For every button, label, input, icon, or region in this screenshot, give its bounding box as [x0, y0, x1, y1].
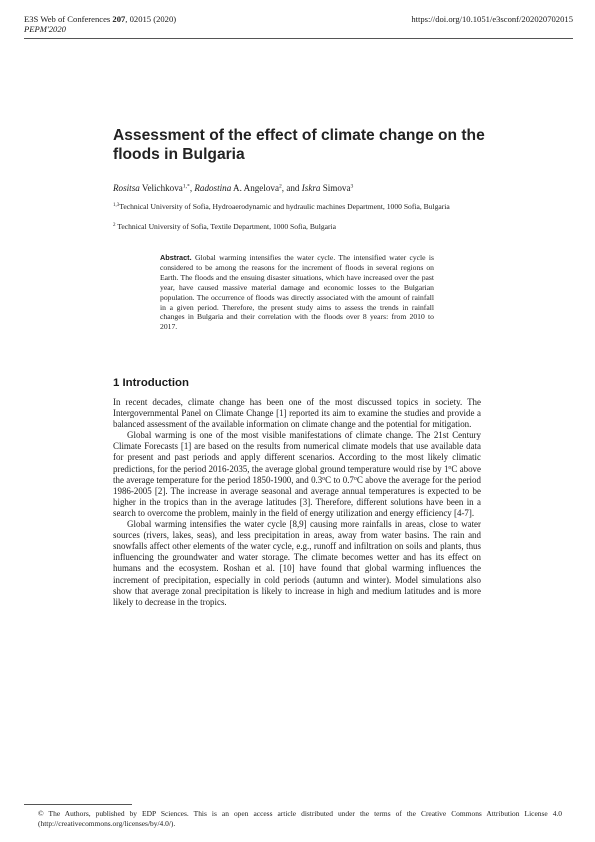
license-footer: © The Authors, published by EDP Sciences. This is an open access article distributed under the terms of the Creative Commons Attribution License 4.0 (http://creativecommons.org/licenses/by/4.0/).	[38, 809, 562, 828]
author-family-name: Simova	[320, 183, 351, 193]
author-separator: ,	[189, 183, 195, 193]
conference-name: PEPM'2020	[24, 24, 66, 34]
affiliation-2	[113, 222, 493, 231]
journal-citation	[24, 14, 176, 24]
author-given-name: Rositsa	[113, 183, 140, 193]
paragraph: Global warming intensifies the water cycle [8,9] causing more rainfalls in areas, close to water sources (rivers, lakes, seas), and less precipitation in areas, away from water basins. The rain and snowfalls affect other elements of the water cycle, e.g., runoff and infiltration on soils and plants, thus influencing the groundwater and water storage. The climate becomes wetter and has its effect on humans and the ecosystem. Roshan et al. [10] have found that global warming influences the increment of precipitation, especially in cold periods (autumn and winter). Model simulations also show that average zonal precipitation is likely to increase in high and medium latitudes and is more likely to decrease in the tropics.	[113, 519, 481, 607]
author-given-name: Radostina	[194, 183, 232, 193]
header-divider	[24, 38, 573, 39]
author-list	[113, 183, 353, 194]
author-given-name: Iskra	[301, 183, 321, 193]
author-separator: , and	[281, 183, 302, 193]
section-heading-introduction: 1 Introduction	[113, 377, 189, 389]
paragraph-text: C to 0.7	[325, 474, 354, 485]
introduction-body	[113, 397, 481, 608]
paragraph	[113, 430, 481, 519]
journal-name: E3S Web of Conferences	[24, 14, 113, 24]
paragraph-text: C above the average temperature for the period 1850-1900, and 0.3	[113, 463, 481, 485]
author-family-name: A. Angelova	[231, 183, 279, 193]
affiliation-text: Technical University of Sofia, Hydroaerodynamic and hydraulic machines Department, 1000 Sofia, Bulgaria	[119, 202, 450, 211]
author-family-name: Velichkova	[139, 183, 183, 193]
paragraph-text: Global warming is one of the most visible manifestations of climate change. The 21st Century Climate Forecasts [1] are based on the results from numerical climate models that use available data for present and past periods and apply different scenarios. According to the most likely climatic predictions, for the period 2016-2035, the average global ground temperature would rise by 1	[113, 430, 481, 474]
affiliation-text: Technical University of Sofia, Textile Department, 1000 Sofia, Bulgaria	[115, 222, 337, 231]
abstract-label: Abstract.	[160, 253, 192, 262]
article-number: , 02015 (2020)	[125, 14, 177, 24]
paragraph: In recent decades, climate change has been one of the most discussed topics in society. The Intergovernmental Panel on Climate Change [1] reported its aim to examine the studies and provide a balanced assessment of the available information on climate change and the potential for mitigation.	[113, 397, 481, 430]
abstract	[160, 253, 434, 332]
footer-divider	[24, 804, 132, 805]
author-affiliation-mark: 1,*	[182, 183, 190, 190]
paper-title: Assessment of the effect of climate change on the floods in Bulgaria	[113, 127, 485, 163]
degree-mark: o	[448, 464, 452, 471]
paragraph-text: C above the average for the period 1986-2005 [2]. The increase in average seasonal and average annual temperatures is expected to be higher in the tropics than in the average latitudes [3]. Therefore, different solutions have been in a search to overcome the problem, mainly in the field of energy utilization and energy efficiency [4-7].	[113, 474, 481, 518]
journal-volume: 207	[112, 14, 126, 24]
running-header-left	[24, 14, 176, 34]
degree-mark: o	[353, 475, 357, 482]
degree-mark: o	[322, 475, 326, 482]
doi-link[interactable]: https://doi.org/10.1051/e3sconf/202020702015	[411, 14, 573, 24]
affiliation-1	[113, 202, 493, 211]
author-affiliation-mark: 3	[350, 183, 354, 190]
abstract-text: Global warming intensifies the water cycle. The intensified water cycle is considered to be among the reasons for the increment of floods in several regions on Earth. The floods and the ensuing disaster situations, which have increased over the past year, have caused massive material damage and economic losses to the Bulgarian population. The occurrence of floods was directly associated with the amount of rainfall in a given period. Therefore, the present study aims to assess the trends in rainfall changes in Bulgaria and their correlation with the floods over 8 years: from 2010 to 2017.	[160, 253, 434, 332]
affiliation-mark: 2	[113, 223, 116, 228]
affiliation-mark: 1,3	[113, 203, 120, 208]
author-affiliation-mark: 2	[279, 183, 282, 190]
